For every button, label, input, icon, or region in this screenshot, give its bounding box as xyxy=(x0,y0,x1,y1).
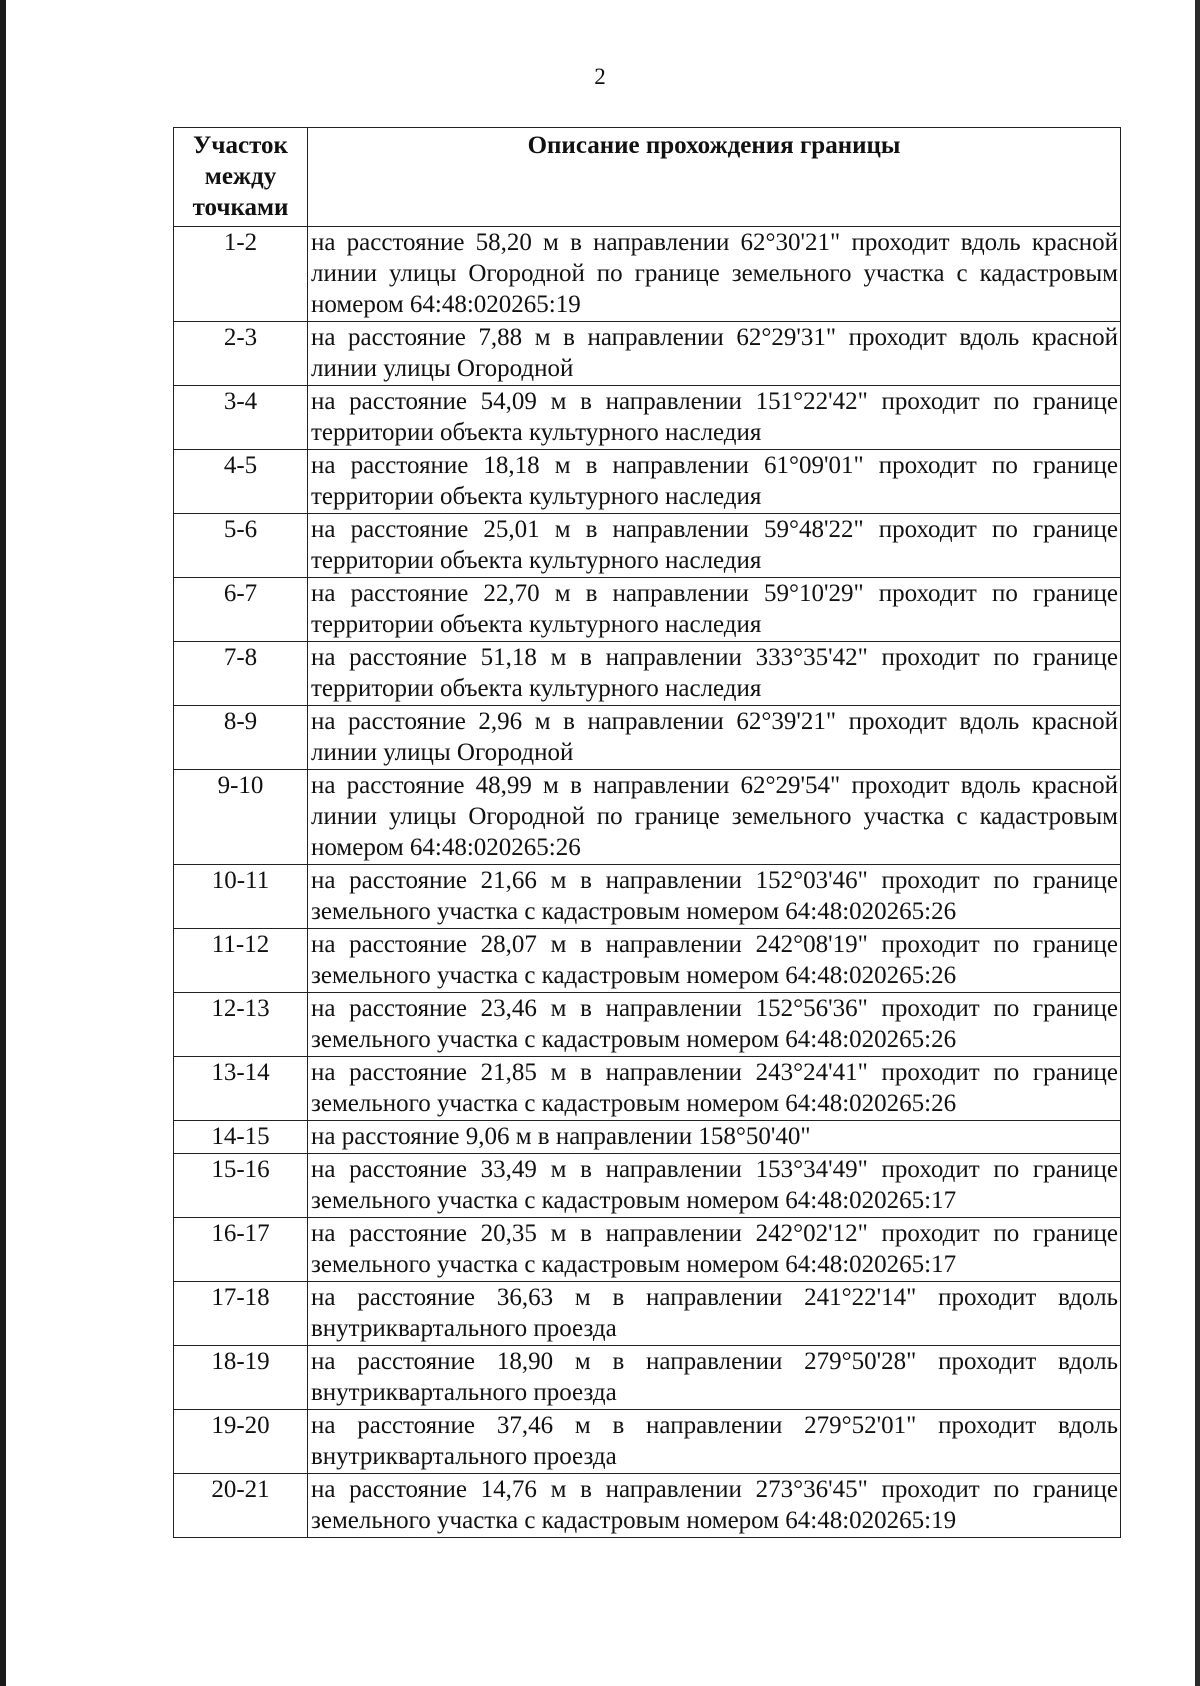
description-cell: на расстояние 21,85 м в направлении 243°24'41" проходит по границе земельного участка с кадастровым номером 64:48:020265:26 xyxy=(308,1057,1121,1121)
description-cell: на расстояние 48,99 м в направлении 62°29'54" проходит вдоль красной линии улицы Огородной по границе земельного участка с кадастровым номером 64:48:020265:26 xyxy=(308,770,1121,865)
description-cell: на расстояние 23,46 м в направлении 152°56'36" проходит по границе земельного участка с кадастровым номером 64:48:020265:26 xyxy=(308,993,1121,1057)
segment-cell: 9-10 xyxy=(174,770,308,865)
segment-cell: 2-3 xyxy=(174,322,308,386)
description-cell: на расстояние 2,96 м в направлении 62°39'21" проходит вдоль красной линии улицы Огородной xyxy=(308,706,1121,770)
segment-cell: 17-18 xyxy=(174,1282,308,1346)
table-row xyxy=(174,1057,1121,1121)
description-cell: на расстояние 22,70 м в направлении 59°10'29" проходит по границе территории объекта культурного наследия xyxy=(308,578,1121,642)
table-row xyxy=(174,1121,1121,1154)
description-cell: на расстояние 51,18 м в направлении 333°35'42" проходит по границе территории объекта культурного наследия xyxy=(308,642,1121,706)
segment-cell: 1-2 xyxy=(174,227,308,322)
description-cell: на расстояние 36,63 м в направлении 241°22'14" проходит вдоль внутриквартального проезда xyxy=(308,1282,1121,1346)
table-row xyxy=(174,514,1121,578)
table-row xyxy=(174,1218,1121,1282)
segment-cell: 4-5 xyxy=(174,450,308,514)
table-row xyxy=(174,642,1121,706)
table-row xyxy=(174,993,1121,1057)
boundary-table xyxy=(173,127,1121,1538)
table-row xyxy=(174,865,1121,929)
table-row xyxy=(174,706,1121,770)
table-header-row xyxy=(174,128,1121,227)
segment-cell: 3-4 xyxy=(174,386,308,450)
segment-cell: 19-20 xyxy=(174,1410,308,1474)
segment-cell: 16-17 xyxy=(174,1218,308,1282)
description-cell: на расстояние 25,01 м в направлении 59°48'22" проходит по границе территории объекта культурного наследия xyxy=(308,514,1121,578)
header-segment: Участок между точками xyxy=(174,128,308,227)
segment-cell: 15-16 xyxy=(174,1154,308,1218)
segment-cell: 5-6 xyxy=(174,514,308,578)
page-number: 2 xyxy=(594,64,606,89)
segment-cell: 14-15 xyxy=(174,1121,308,1154)
description-cell: на расстояние 28,07 м в направлении 242°08'19" проходит по границе земельного участка с кадастровым номером 64:48:020265:26 xyxy=(308,929,1121,993)
segment-cell: 8-9 xyxy=(174,706,308,770)
segment-cell: 20-21 xyxy=(174,1474,308,1538)
table-row xyxy=(174,1282,1121,1346)
segment-cell: 7-8 xyxy=(174,642,308,706)
description-cell: на расстояние 58,20 м в направлении 62°30'21" проходит вдоль красной линии улицы Огородной по границе земельного участка с кадастровым номером 64:48:020265:19 xyxy=(308,227,1121,322)
table-row xyxy=(174,1410,1121,1474)
description-cell: на расстояние 54,09 м в направлении 151°22'42" проходит по границе территории объекта культурного наследия xyxy=(308,386,1121,450)
table-row xyxy=(174,770,1121,865)
segment-cell: 13-14 xyxy=(174,1057,308,1121)
description-cell: на расстояние 33,49 м в направлении 153°34'49" проходит по границе земельного участка с кадастровым номером 64:48:020265:17 xyxy=(308,1154,1121,1218)
description-cell: на расстояние 7,88 м в направлении 62°29'31" проходит вдоль красной линии улицы Огородной xyxy=(308,322,1121,386)
header-description: Описание прохождения границы xyxy=(308,128,1121,227)
segment-cell: 10-11 xyxy=(174,865,308,929)
scan-edge-left xyxy=(0,0,6,1686)
table-row xyxy=(174,450,1121,514)
table-row xyxy=(174,386,1121,450)
segment-cell: 11-12 xyxy=(174,929,308,993)
description-cell: на расстояние 14,76 м в направлении 273°36'45" проходит по границе земельного участка с кадастровым номером 64:48:020265:19 xyxy=(308,1474,1121,1538)
table-row xyxy=(174,929,1121,993)
description-cell: на расстояние 9,06 м в направлении 158°50'40" xyxy=(308,1121,1121,1154)
description-cell: на расстояние 18,18 м в направлении 61°09'01" проходит по границе территории объекта культурного наследия xyxy=(308,450,1121,514)
table-row xyxy=(174,322,1121,386)
description-cell: на расстояние 21,66 м в направлении 152°03'46" проходит по границе земельного участка с кадастровым номером 64:48:020265:26 xyxy=(308,865,1121,929)
segment-cell: 12-13 xyxy=(174,993,308,1057)
table-row xyxy=(174,578,1121,642)
description-cell: на расстояние 18,90 м в направлении 279°50'28" проходит вдоль внутриквартального проезда xyxy=(308,1346,1121,1410)
segment-cell: 6-7 xyxy=(174,578,308,642)
segment-cell: 18-19 xyxy=(174,1346,308,1410)
table-row xyxy=(174,227,1121,322)
description-cell: на расстояние 37,46 м в направлении 279°52'01" проходит вдоль внутриквартального проезда xyxy=(308,1410,1121,1474)
description-cell: на расстояние 20,35 м в направлении 242°02'12" проходит по границе земельного участка с кадастровым номером 64:48:020265:17 xyxy=(308,1218,1121,1282)
table-row xyxy=(174,1346,1121,1410)
table-row xyxy=(174,1474,1121,1538)
table-row xyxy=(174,1154,1121,1218)
scan-edge-right xyxy=(1195,0,1200,1686)
